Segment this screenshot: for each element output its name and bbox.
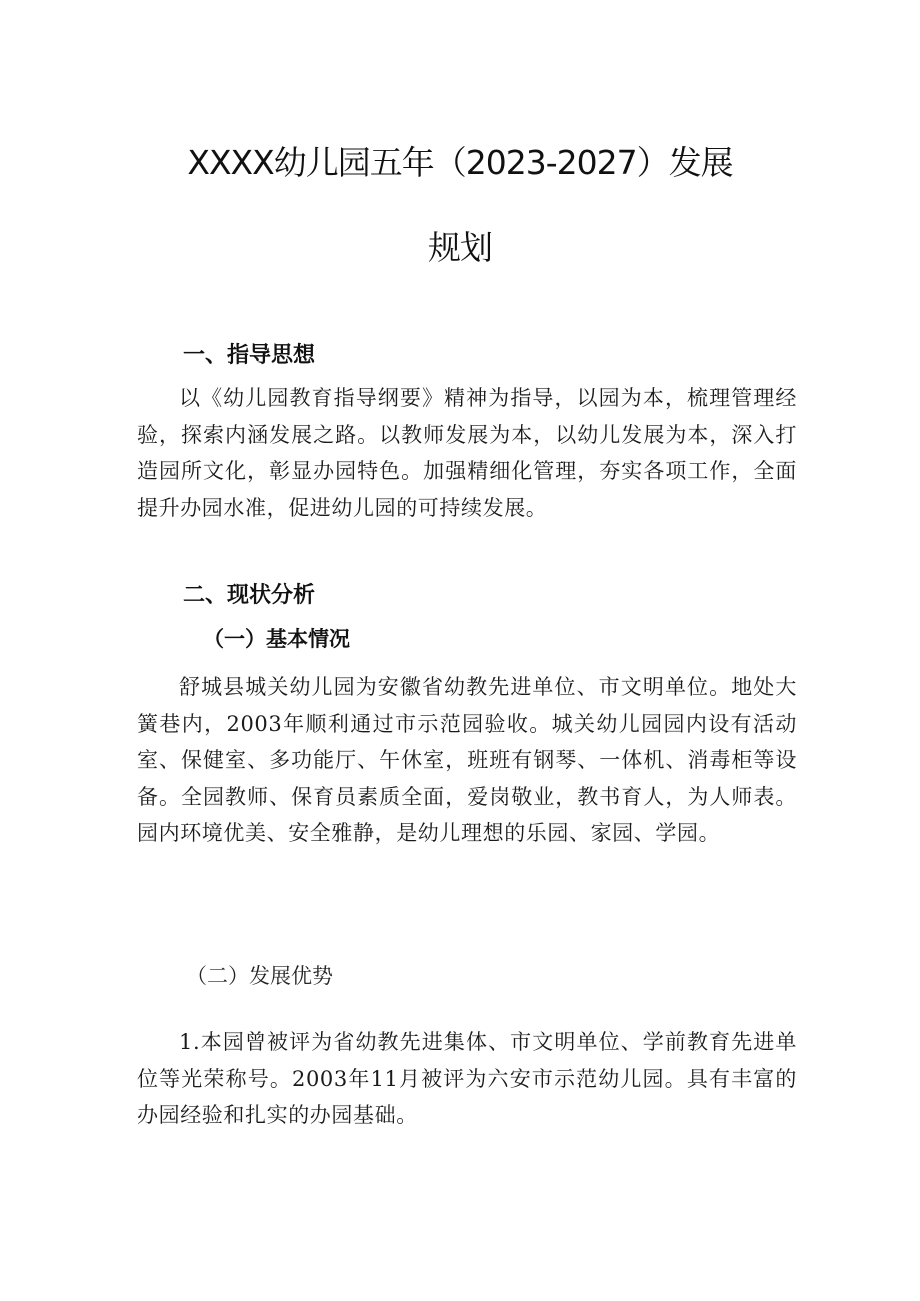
paragraph-guiding-ideology: 以《幼儿园教育指导纲要》精神为指导，以园为本，梳理管理经验，探索内涵发展之路。以教师发展为本，以幼儿发展为本，深入打造园所文化，彰显办园特色。加强精细化管理，夯实各项工作，全面提升办园水准，促进幼儿园的可持续发展。: [137, 386, 797, 520]
section-heading-status-analysis: 二、现状分析: [183, 583, 316, 608]
document-title-line-2: 规划: [428, 228, 492, 267]
section-heading-guiding-ideology: 一、指导思想: [183, 343, 316, 368]
subsection-heading-advantages: （二）发展优势: [186, 964, 333, 988]
paragraph-basic-info: 舒城县城关幼儿园为安徽省幼教先进单位、市文明单位。地处大簧巷内，2003年顺利通过市示范园验收。城关幼儿园园内设有活动室、保健室、多功能厅、午休室，班班有钢琴、一体机、消毒柜等设备。全园教师、保育员素质全面，爱岗敬业，教书育人，为人师表。园内环境优美、安全雅静，是幼儿理想的乐园、家园、学园。: [137, 675, 797, 845]
document-title-line-1: XXXX幼儿园五年（2023-2027）发展: [187, 143, 733, 182]
subsection-heading-basic-info: （一）基本情况: [203, 627, 350, 651]
paragraph-advantages: 1.本园曾被评为省幼教先进集体、市文明单位、学前教育先进单位等光荣称号。2003年11月被评为六安市示范幼儿园。具有丰富的办园经验和扎实的办园基础。: [137, 1030, 797, 1127]
